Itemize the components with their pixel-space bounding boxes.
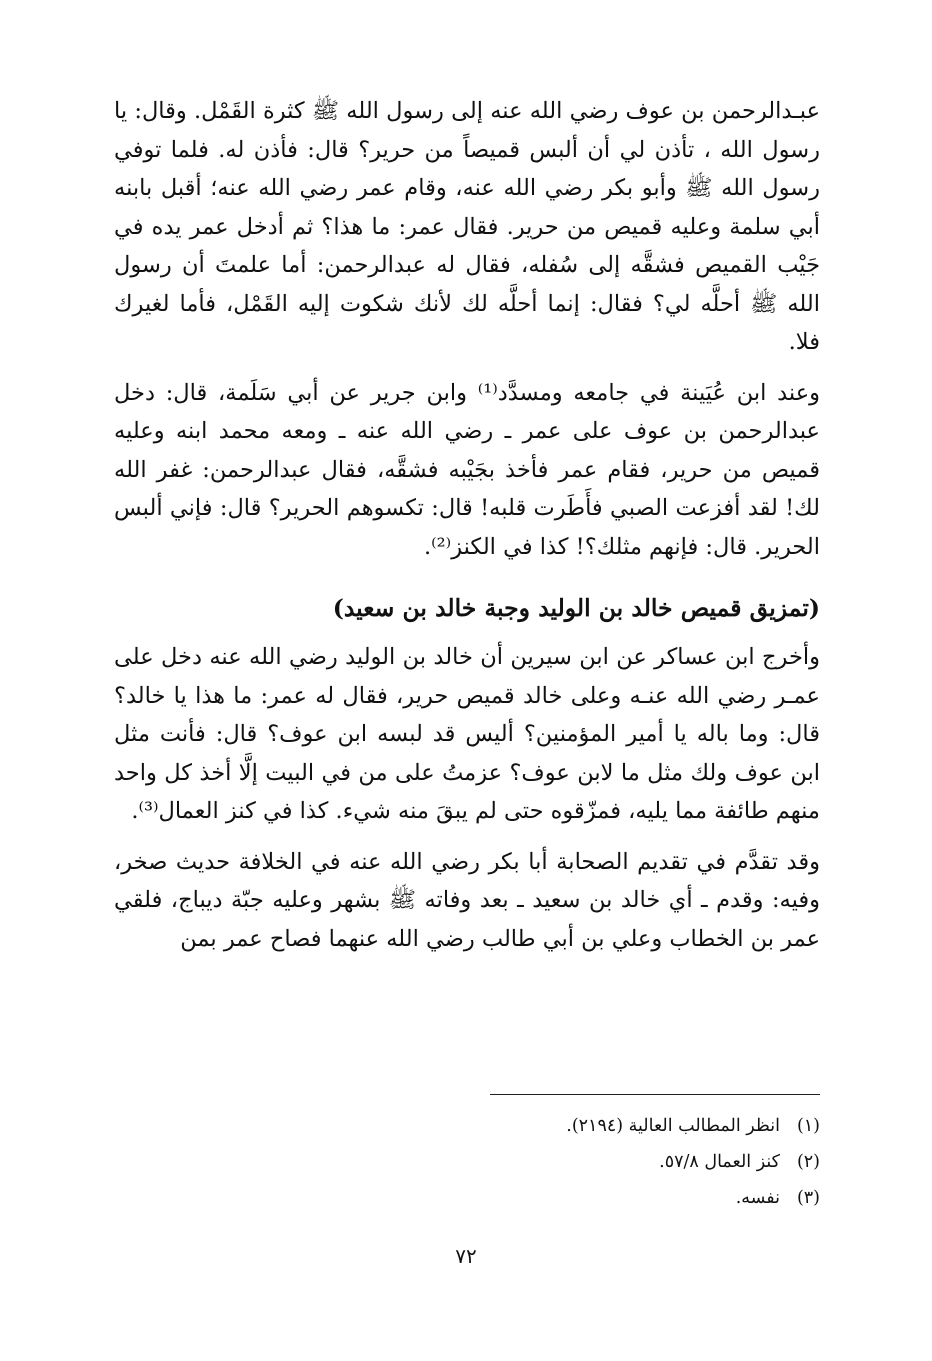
- footnote-number: (٢): [796, 1152, 820, 1172]
- footnote-text: نفسه.: [735, 1188, 780, 1208]
- footnote-1: [114, 1108, 820, 1144]
- footnotes: [114, 1108, 820, 1216]
- footnote-text: كنز العمال ٥٧/٨.: [659, 1152, 780, 1172]
- section-title: (تمزيق قميص خالد بن الوليد وجبة خالد بن سعيد): [332, 594, 820, 622]
- footnote-number: (٣): [796, 1188, 820, 1208]
- footnote-number: (١): [796, 1116, 820, 1136]
- paragraph-3: وأخرج ابن عساكر عن ابن سيرين أن خالد بن الوليد رضي الله عنه دخل على عمـر رضي الله عنـه وعلى خالد قميص حرير، فقال له عمر: ما هذا يا خالد؟ قال: وما باله يا أمير المؤمنين؟ أليس قد لبسه ابن عوف؟ قال: فأنت مثل ابن عوف ولك مثل ما لابن عوف؟ عزمتُ على من في البيت إلَّا أخذ كل واحد منهم طائفة مما يليه، فمزّقوه حتى لم يبقَ منه شيء. كذا في كنز العمال⁽³⁾.: [114, 644, 820, 824]
- main-text: [114, 92, 820, 958]
- page-number: ٧٢: [455, 1244, 477, 1268]
- footnote-2: [114, 1144, 820, 1180]
- footnote-text: انظر المطالب العالية (٢١٩٤).: [566, 1116, 780, 1136]
- footnote-divider: [490, 1094, 820, 1095]
- paragraph-4: وقد تقدَّم في تقديم الصحابة أبا بكر رضي الله عنه في الخلافة حديث صخر، وفيه: وقدم ـ أي خالد بن سعيد ـ بعد وفاته ﷺ بشهر وعليه جبّة ديباج، فلقي عمر بن الخطاب وعلي بن أبي طالب رضي الله عنهما فصاح عمر بمن: [114, 848, 820, 952]
- paragraph-1: عبـدالرحمن بن عوف رضي الله عنه إلى رسول الله ﷺ كثرة القَمْل. وقال: يا رسول الله ، تأذن لي أن ألبس قميصاً من حرير؟ قال: فأذن له. فلما توفي رسول الله ﷺ وأبو بكر رضي الله عنه، وقام عمر رضي الله عنه؛ أقبل بابنه أبي سلمة وعليه قميص من حرير. فقال عمر: ما هذا؟ ثم أدخل عمر يده في جَيْب القميص فشقَّه إلى سُفله، فقال له عبدالرحمن: أما علمتَ أن رسول الله ﷺ أحلَّه لي؟ فقال: إنما أحلَّه لك لأنك شكوت إليه القَمْل، فأما لغيرك فلا.: [114, 98, 820, 355]
- footnote-3: [114, 1180, 820, 1216]
- paragraph-2: وعند ابن عُيَينة في جامعه ومسدَّد⁽¹⁾ وابن جرير عن أبي سَلَمة، قال: دخل عبدالرحمن بن عوف على عمر ـ رضي الله عنه ـ ومعه محمد ابنه وعليه قميص من حرير، فقام عمر فأخذ بجَيْبه فشقَّه، فقال عبدالرحمن: غفر الله لك! لقد أفزعت الصبي فأَطَرت قلبه! قال: تكسوهم الحرير؟ قال: فإني ألبس الحرير. قال: فإنهم مثلك؟! كذا في الكنز⁽²⁾.: [114, 379, 820, 560]
